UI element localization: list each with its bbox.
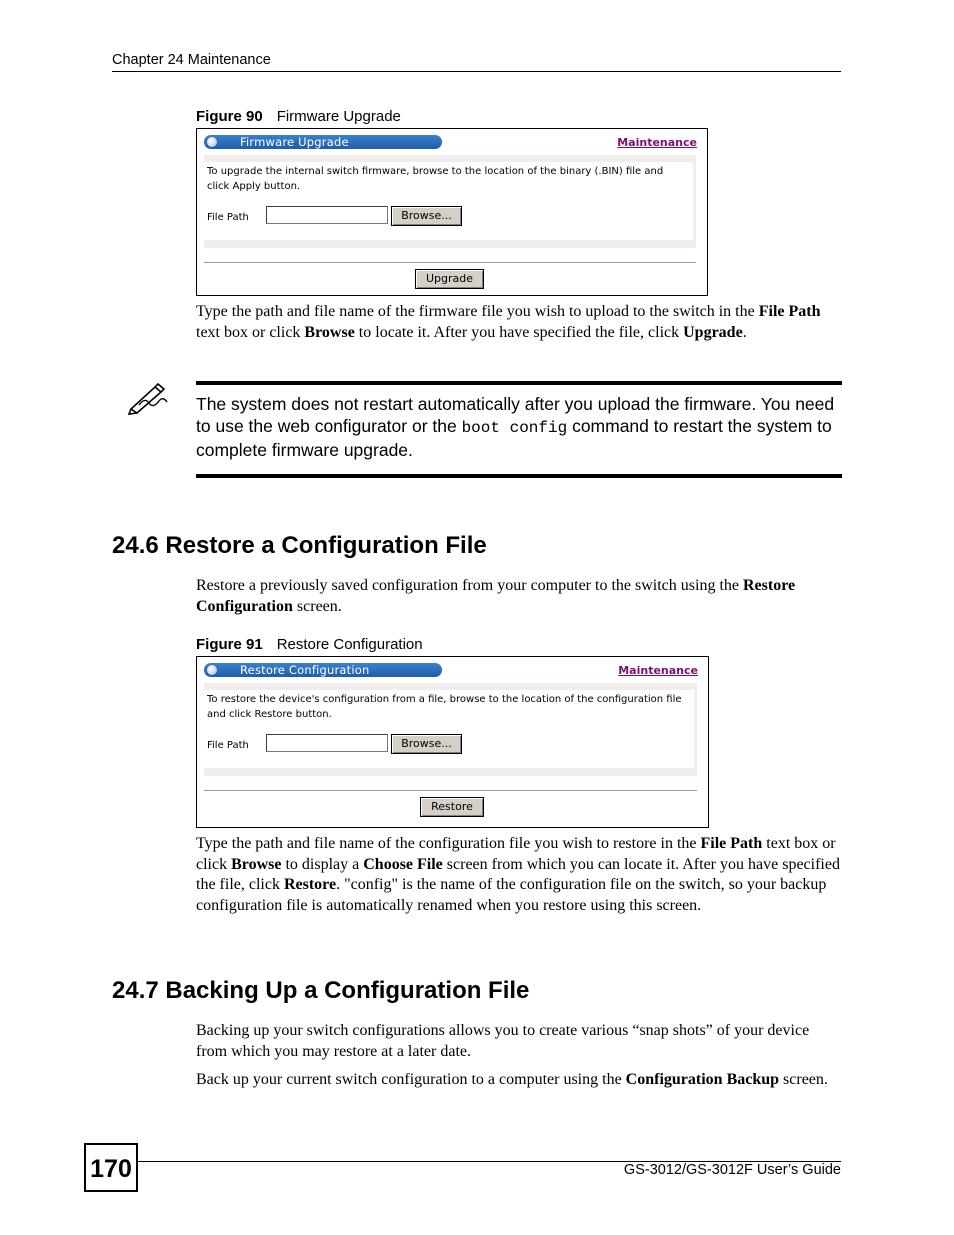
title-bullet-icon: [207, 137, 217, 147]
section-heading-24-6: 24.6 Restore a Configuration File: [112, 532, 487, 559]
content-panel: [204, 683, 697, 776]
header-rule: [112, 71, 841, 72]
maintenance-link[interactable]: Maintenance: [618, 664, 698, 677]
firmware-instructions: Type the path and file name of the firmware file you wish to upload to the switch in the File Path text box or click Browse to locate it. After you have specified the file, click Upgrade.: [196, 303, 821, 341]
figure-label: Figure 90: [196, 108, 263, 125]
screen-title: Firmware Upgrade: [240, 135, 349, 149]
screen-title-bar: [204, 663, 442, 677]
upgrade-button[interactable]: Upgrade: [415, 269, 484, 289]
firmware-upgrade-screen: [196, 128, 708, 296]
guide-title: GS-3012/GS-3012F User’s Guide: [623, 1162, 841, 1178]
note-bottom-rule: [196, 474, 842, 478]
figure-caption: [196, 636, 423, 653]
maintenance-link[interactable]: Maintenance: [617, 136, 697, 149]
screen-divider: [204, 790, 697, 791]
restore-button[interactable]: Restore: [420, 797, 484, 817]
figure-title: Firmware Upgrade: [276, 108, 401, 125]
file-path-input[interactable]: [266, 734, 388, 752]
figure-title: Restore Configuration: [276, 636, 423, 653]
pencil-note-icon: [127, 383, 173, 420]
title-bullet-icon: [207, 665, 217, 675]
figure-label: Figure 91: [196, 636, 263, 653]
file-path-input[interactable]: [266, 206, 388, 224]
page-number: 170: [84, 1143, 138, 1192]
screen-description: To upgrade the internal switch firmware, browse to the location of the binary (.BIN) file and click Apply button.: [207, 166, 664, 192]
file-path-label: File Path: [207, 740, 249, 751]
screen-title-bar: [204, 135, 442, 149]
screen-divider: [204, 262, 696, 263]
backup-instructions: Back up your current switch configuration to a computer using the Configuration Backup screen.: [196, 1071, 828, 1088]
restore-instructions: Type the path and file name of the configuration file you wish to restore in the File Path text box or click Browse to display a Choose File screen from which you can locate it. After you have specified the file, click Restore. "config" is the name of the configuration file on the switch, so your backup configuration file is automatically renamed when you restore using this screen.: [196, 835, 840, 914]
command-code: boot config: [461, 419, 568, 437]
running-header: Chapter 24 Maintenance: [112, 52, 271, 68]
note-text: The system does not restart automatically after you upload the firmware. You need to use the web configurator or the boot config command to restart the system to complete firmware upgrade.: [196, 394, 835, 460]
content-panel: [204, 155, 696, 248]
section-heading-24-7: 24.7 Backing Up a Configuration File: [112, 977, 530, 1004]
note-top-rule: [196, 381, 842, 385]
restore-configuration-screen: [196, 656, 709, 828]
backup-intro: Backing up your switch configurations allows you to create various “snap shots” of your device from which you may restore at a later date.: [196, 1022, 810, 1060]
screen-description: To restore the device's configuration from a file, browse to the location of the configuration file and click Restore button.: [207, 694, 682, 720]
browse-button[interactable]: Browse...: [391, 734, 462, 754]
file-path-label: File Path: [207, 212, 249, 223]
restore-intro: Restore a previously saved configuration from your computer to the switch using the Restore Configuration screen.: [196, 577, 796, 615]
browse-button[interactable]: Browse...: [391, 206, 462, 226]
screen-title: Restore Configuration: [240, 663, 370, 677]
figure-caption: [196, 108, 401, 125]
